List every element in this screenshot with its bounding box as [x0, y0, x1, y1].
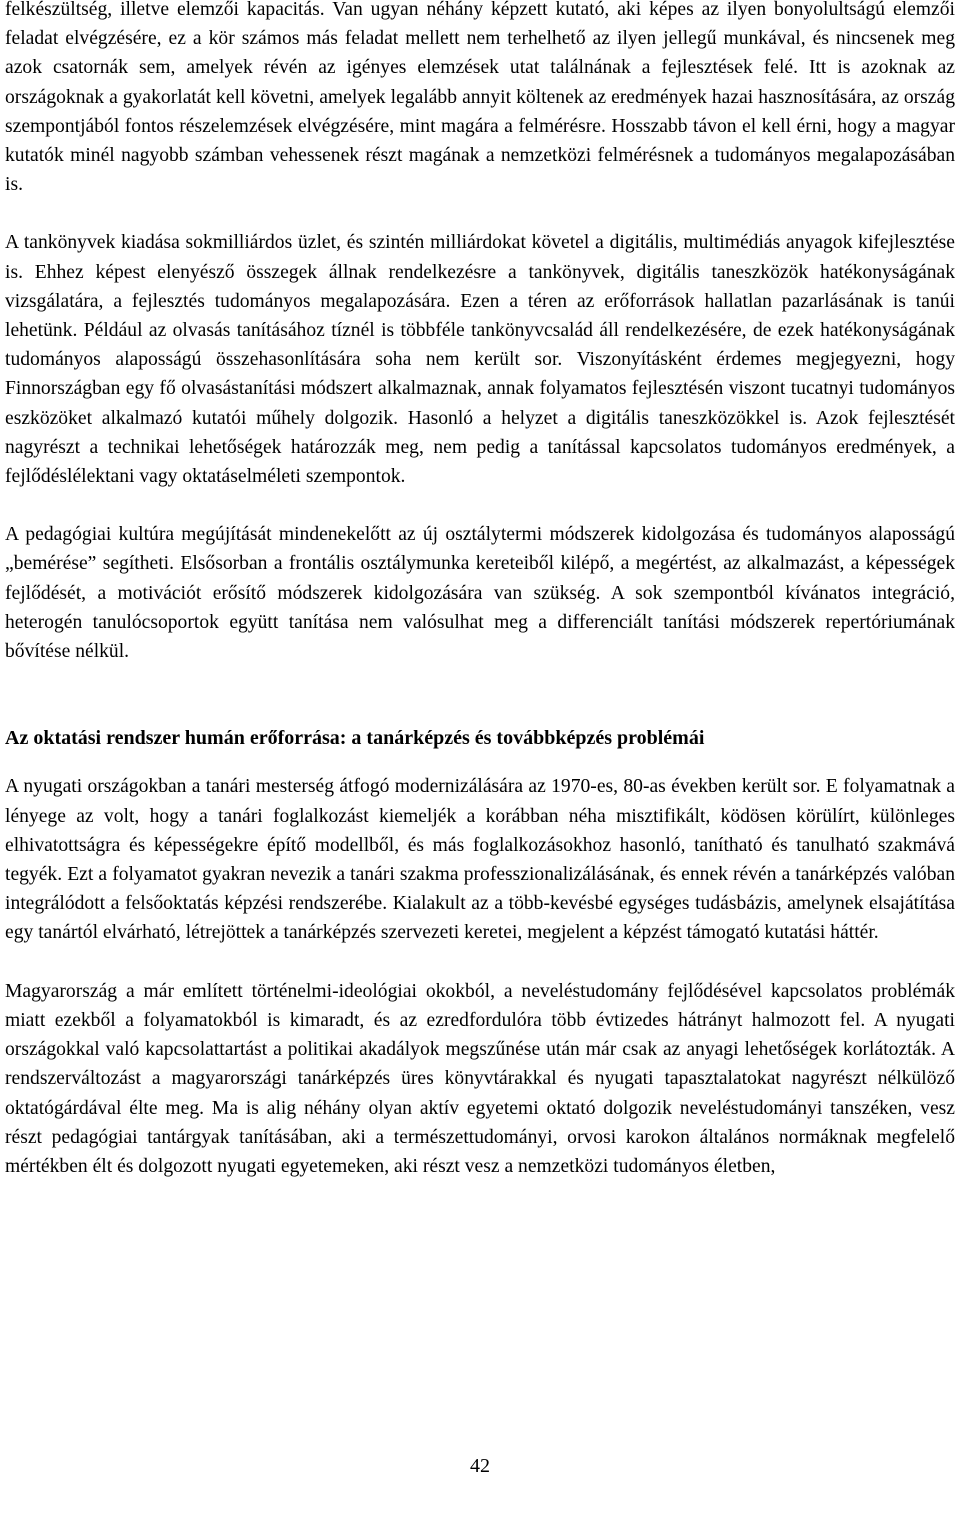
page-number: 42	[470, 1455, 490, 1477]
paragraph: Magyarország a már említett történelmi-ideológiai okokból, a neveléstudomány fejlődésével kapcsolatos problémák miatt ezekből a folyamatokból is kimaradt, és az ezredfordulóra több évtizedes hátrányt halmozott fel. A nyugati országokkal való kapcsolattartást a politikai akadályok megszűnése után már csak az anyagi lehetőségek korlátozták. A rendszerváltozást a magyarországi tanárképzés üres könyvtárakkal és nyugati tapasztalatokat nagyrészt nélkülöző oktatógárdával élte meg. Ma is alig néhány olyan aktív egyetemi oktató dolgozik neveléstudományi tanszéken, vesz részt pedagógiai tantárgyak tanításában, aki a természettudományi, orvosi karokon általános normáknak megfelelő mértékben élt és dolgozott nyugati egyetemeken, aki részt vesz a nemzetközi tudományos életben,	[5, 980, 955, 1177]
paragraph: A nyugati országokban a tanári mesterség átfogó modernizálására az 1970-es, 80-as években került sor. E folyamatnak a lényege az volt, hogy a tanári foglalkozást kiemeljék a korábban néha misztifikált, ködösen körülírt, különleges elhivatottságra és képességekre építő modellből, és más foglalkozásokhoz hasonló, tanítható és tanulható szakmává tegyék. Ezt a folyamatot gyakran nevezik a tanári szakma professzionalizálásának, és ennek révén a tanárképzés valóban integrálódott a felsőoktatás képzési rendszerébe. Kialakult az a több-kevésbé egységes tudásbázis, amelynek elsajátítása egy tanártól elvárható, létrejöttek a tanárképzés szervezeti keretei, megjelent a képzést támogató kutatási háttér.	[5, 776, 955, 944]
section-heading: Az oktatási rendszer humán erőforrása: a tanárképzés és továbbképzés problémái	[5, 727, 705, 750]
document-body	[5, 0, 955, 1181]
paragraph: A pedagógiai kultúra megújítását mindenekelőtt az új osztálytermi módszerek kidolgozása és tudományos alaposságú „bemérése” segítheti. Elsősorban a frontális osztálymunka kereteiből kilépő, a megértést, az alkalmazást, a képességek fejlődését, a motivációt erősítő módszerek kidolgozására van szükség. A sok szempontból kívánatos integráció, heterogén tanulócsoportok együtt tanítása nem valósulhat meg a differenciált tanítási módszerek repertóriumának bővítése nélkül.	[5, 524, 955, 663]
paragraph: felkészültség, illetve elemzői kapacitás. Van ugyan néhány képzett kutató, aki képes az ilyen bonyolultságú elemzői feladat elvégzésére, ez a kör számos más feladat mellett nem terhelhető az ilyen jellegű munkával, és nincsenek meg azok csatornák sem, amelyek révén az igényes elemzések utat találnának a fejlesztések felé. Itt is azoknak az országoknak a gyakorlatát kell követni, amelyek legalább annyit költenek az eredmények hazai hasznosítására, az ország szempontjából fontos részelemzések elvégzésére, mint magára a felmérésre. Hosszabb távon el kell érni, hogy a magyar kutatók minél nagyobb számban vehessenek részt magának a nemzetközi felmérésnek a tudományos megalapozásában is.	[5, 0, 955, 196]
paragraph: A tankönyvek kiadása sokmilliárdos üzlet, és szintén milliárdokat követel a digitális, multimédiás anyagok kifejlesztése is. Ehhez képest elenyésző összegek állnak rendelkezésre a tankönyvek, digitális taneszközök hatékonyságának vizsgálatára, a fejlesztés tudományos megalapozására. Ezen a téren az erőforrások hallatlan pazarlásának is tanúi lehetünk. Például az olvasás tanításához tíznél is többféle tankönyvcsalád áll rendelkezésére, de ezek hatékonyságának tudományos alaposságú összehasonlítására soha nem került sor. Viszonyításként érdemes megjegyezni, hogy Finnországban egy fő olvasástanítási módszert alkalmaznak, annak folyamatos fejlesztésén viszont tucatnyi tudományos eszközöket alkalmazó kutatói műhely dolgozik. Hasonló a helyzet a digitális taneszközökkel is. Azok fejlesztését nagyrészt a technikai lehetőségek határozzák meg, nem pedig a tanítással kapcsolatos tudományos eredmények, a fejlődéslélektani vagy oktatáselméleti szempontok.	[5, 232, 955, 488]
